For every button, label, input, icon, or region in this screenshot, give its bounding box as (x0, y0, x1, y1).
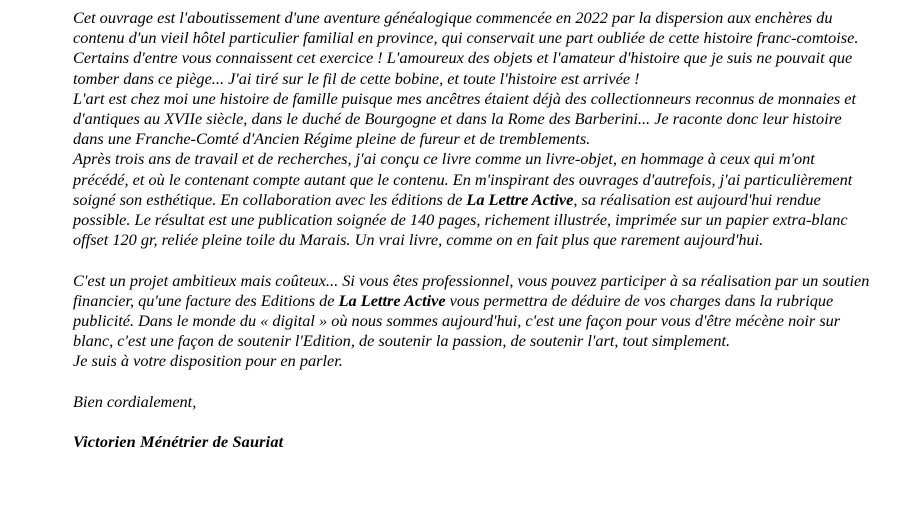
closing-gap (73, 372, 870, 392)
publisher-name-emphasis-1: La Lettre Active (466, 189, 574, 209)
paragraph-4-text-lead: C'est un projet ambitieux mais coûteux... Si vous êtes professionnel, vous pouvez participer à sa réalisation par un soutien financier, qu'une facture des Editions de (73, 270, 870, 310)
paragraph-2 (73, 89, 870, 150)
paragraph-1 (73, 8, 870, 89)
paragraph-3-text-tail: , sa réalisation est aujourd'hui rendue possible. Le résultat est une publication soignée de 140 pages, richement illustrée, imprimée sur un papier extra-blanc offset 120 gr, reliée pleine toile du Marais. Un vrai livre, comme on en fait plus que rarement aujourd'hui. (73, 189, 848, 250)
paragraph-4-text-tail: vous permettra de déduire de vos charges dans la rubrique publicité. Dans le monde du « digital » où nous sommes aujourd'hui, c'est une façon pour vous d'être mécène noir sur blanc, c'est une façon de soutenir l'Edition, de soutenir la passion, de soutenir l'art, tout simplement. (73, 290, 841, 351)
letter-body (73, 8, 870, 452)
paragraph-3 (73, 149, 870, 250)
paragraph-4 (73, 271, 870, 352)
signature-gap (73, 412, 870, 432)
paragraph-1-text: Cet ouvrage est l'aboutissement d'une aventure généalogique commencée en 2022 par la dispersion aux enchères du contenu d'un vieil hôtel particulier familial en province, qui conservait une part oubliée de cette histoire franc-comtoise. Certains d'entre vous connaissent cet exercice ! L'amoureux des objets et l'amateur d'histoire que je suis ne pouvait que tomber dans ce piège... J'ai tiré sur le fil de cette bobine, et toute l'histoire est arrivée ! (73, 8, 859, 88)
paragraph-2-text: L'art est chez moi une histoire de famille puisque mes ancêtres étaient déjà des collectionneurs reconnus de monnaies et d'antiques au XVIIe siècle, dans le duché de Bourgogne et dans la Rome des Barberini... Je raconte donc leur histoire dans une Franche-Comté d'Ancien Régime pleine de fureur et de tremblements. (73, 88, 857, 149)
paragraph-5-text: Je suis à votre disposition pour en parler. (73, 351, 343, 371)
signature-name: Victorien Ménétrier de Sauriat (73, 432, 284, 452)
closing-line: Bien cordialement, (73, 391, 197, 411)
paragraph-gap-1 (73, 250, 870, 270)
publisher-name-emphasis-2: La Lettre Active (338, 290, 446, 310)
paragraph-5 (73, 351, 870, 371)
paragraph-3-text-lead: Après trois ans de travail et de recherches, j'ai conçu ce livre comme un livre-objet, en hommage à ceux qui m'ont précédé, et où le contenant compte autant que le contenu. En m'inspirant des ouvrages d'autrefois, j'ai particulièrement soigné son esthétique. En collaboration avec les éditions de (73, 149, 853, 209)
